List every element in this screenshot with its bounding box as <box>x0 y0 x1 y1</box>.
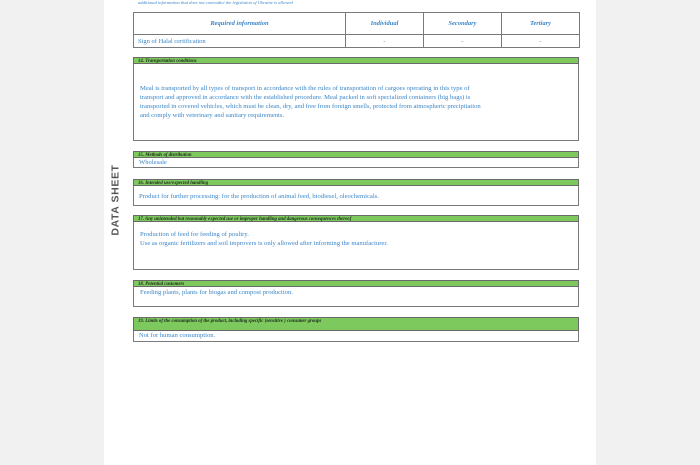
data-sheet-side-label: DATA SHEET <box>110 164 123 236</box>
header-secondary: Secondary <box>424 13 502 35</box>
section-line: Use as organic fertilizers and soil improvers is only allowed after informing the manufacturer. <box>140 240 388 247</box>
section-header: 18. Potential customers <box>133 280 579 287</box>
cell-halal-sign: Sign of Halal certification <box>134 35 346 48</box>
section-body <box>133 287 579 307</box>
header-individual: Individual <box>346 13 424 35</box>
section-consumption-limits <box>133 317 579 342</box>
section-header: 14. Transportation conditions <box>133 57 579 64</box>
section-line: Wholesale <box>139 159 167 166</box>
section-body <box>133 186 579 206</box>
section-header: 19. Limits of the consumption of the product, including specific (sensitive ) consumer groups <box>133 317 579 331</box>
section-body <box>133 158 579 168</box>
section-body <box>133 331 579 342</box>
section-header: 16. Intended use/expected handling <box>133 179 579 186</box>
top-note: additional information that does not contradict the legislation of Ukraine is allowed <box>138 0 293 5</box>
section-line: Meal is transported by all types of transport in accordance with the rules of transportation of cargoes operating in this type of <box>140 85 470 92</box>
cell-tertiary: - <box>502 35 580 48</box>
cell-individual: - <box>346 35 424 48</box>
section-line: Not for human consumption. <box>139 332 216 339</box>
section-methods-of-distribution <box>133 151 579 168</box>
section-line: Product for further processing: for the production of animal feed, biodiesel, oleochemicals. <box>139 193 379 200</box>
table-row <box>134 35 580 48</box>
table-header-row <box>134 13 580 35</box>
section-body <box>133 222 579 270</box>
required-information-table <box>133 12 580 48</box>
header-required-information: Required information <box>134 13 346 35</box>
section-line: Production of feed for feeding of poultry. <box>140 231 249 238</box>
section-body <box>133 64 579 141</box>
section-transportation-conditions <box>133 57 579 141</box>
section-header: 15. Methods of distribution <box>133 151 579 158</box>
section-line: transport and approved in accordance with the established procedure. Meal packed in soft specialized containers (big bags) is <box>140 94 471 101</box>
section-unintended-use <box>133 215 579 270</box>
section-line: and comply with veterinary and sanitary requirements. <box>140 112 285 119</box>
section-intended-use <box>133 179 579 206</box>
section-potential-customers <box>133 280 579 307</box>
header-tertiary: Tertiary <box>502 13 580 35</box>
section-line: Feeding plants, plants for biogas and compost production. <box>140 289 293 296</box>
cell-secondary: - <box>424 35 502 48</box>
section-line: transported in covered vehicles, which must be clean, dry, and free from foreign smells, protected from atmospheric precipitation <box>140 103 481 110</box>
section-header: 17. Any unintended but reasonably expected use or improper handling and dangerous consequences thereof <box>133 215 579 222</box>
